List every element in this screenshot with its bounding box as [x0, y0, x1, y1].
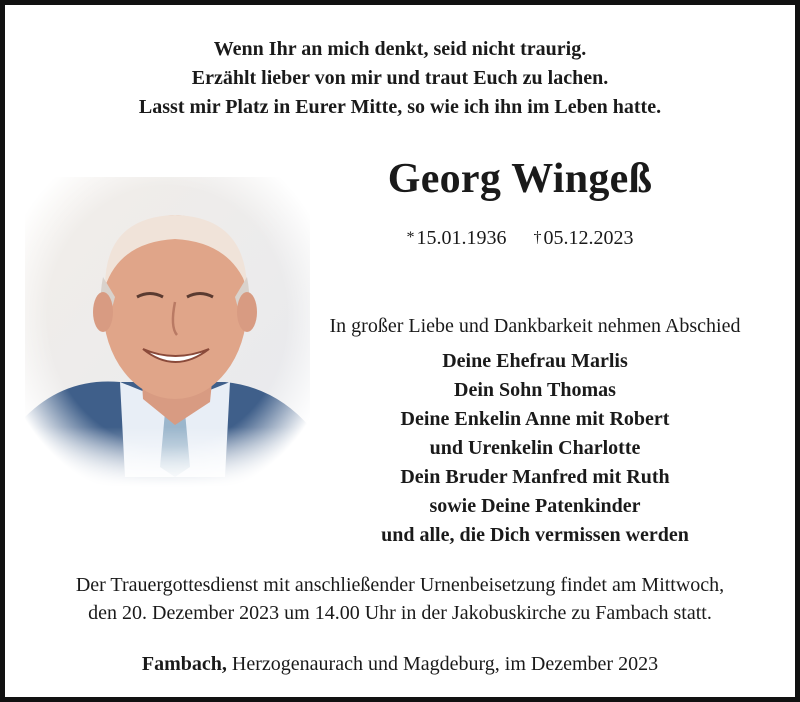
mourner-line: und alle, die Dich vermissen werden [381, 524, 689, 546]
mourners-list [295, 347, 775, 550]
cross-icon: † [533, 229, 542, 246]
service-line: den 20. Dezember 2023 um 14.00 Uhr in der Jakobuskirche zu Fambach statt. [88, 602, 712, 624]
star-icon: * [406, 229, 415, 246]
mourner-line: und Urenkelin Charlotte [429, 437, 641, 459]
place-town: Fambach, [141, 653, 227, 675]
life-dates [305, 227, 735, 250]
birth-date: 15.01.1936 [416, 227, 507, 249]
service-line: Der Trauergottesdienst mit anschließender Urnenbeisetzung findet am Mittwoch, [75, 574, 725, 596]
mourner-line: Deine Enkelin Anne mit Robert [400, 408, 670, 430]
poem-line: Erzählt lieber von mir und traut Euch zu lachen. [191, 67, 609, 89]
deceased-name: Georg Wingeß [387, 156, 653, 202]
service-notice [5, 571, 795, 627]
death-date: 05.12.2023 [543, 227, 634, 249]
death-date-group [534, 227, 634, 250]
mourner-line: Dein Sohn Thomas [454, 379, 616, 401]
poem-line: Lasst mir Platz in Eurer Mitte, so wie ich ihn im Leben hatte. [138, 96, 662, 118]
poem [5, 35, 795, 122]
poem-line: Wenn Ihr an mich denkt, seid nicht traurig. [213, 38, 587, 60]
birth-date-group [407, 227, 507, 250]
place-rest: Herzogenaurach und Magdeburg, im Dezember 2023 [226, 653, 659, 675]
mourner-line: Dein Bruder Manfred mit Ruth [400, 466, 670, 488]
place-and-date [5, 653, 795, 676]
mourner-line: sowie Deine Patenkinder [429, 495, 641, 517]
portrait-photo [25, 177, 310, 487]
farewell-intro: In großer Liebe und Dankbarkeit nehmen Abschied [329, 315, 741, 337]
mourner-line: Deine Ehefrau Marlis [442, 350, 628, 372]
